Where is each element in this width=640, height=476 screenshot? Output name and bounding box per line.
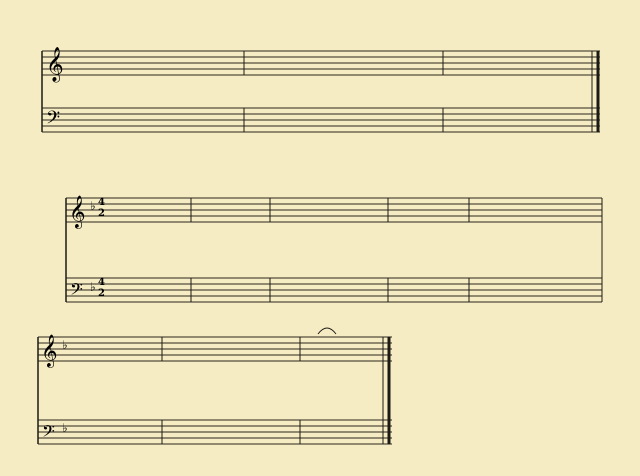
treble-clef-icon: 𝄞 bbox=[41, 334, 58, 367]
bass-clef-icon: 𝄢 bbox=[42, 421, 55, 445]
time-signature bbox=[98, 197, 105, 299]
flat-icon: ♭ bbox=[90, 280, 96, 294]
svg-text:2: 2 bbox=[98, 288, 105, 299]
flat-icon: ♭ bbox=[62, 338, 68, 352]
sys2-bass-staff bbox=[38, 420, 392, 444]
flat-icon: ♭ bbox=[62, 421, 68, 435]
svg-text:4: 4 bbox=[98, 277, 105, 288]
sys1-bass-staff bbox=[66, 278, 602, 302]
sys2-treble-staff bbox=[38, 337, 392, 361]
top-treble-staff bbox=[42, 51, 600, 75]
flat-icon: ♭ bbox=[90, 199, 96, 213]
sys1-treble-staff bbox=[66, 198, 602, 222]
treble-clef-icon: 𝄞 bbox=[69, 195, 86, 228]
sys1-barlines bbox=[66, 198, 602, 302]
top-bass-staff bbox=[42, 108, 600, 132]
sys2-barlines bbox=[38, 337, 389, 444]
fermata-icon bbox=[318, 328, 336, 334]
bass-clef-icon: 𝄢 bbox=[70, 279, 83, 303]
treble-clef-icon: 𝄞 bbox=[46, 47, 64, 82]
svg-text:2: 2 bbox=[98, 208, 105, 219]
bass-clef-icon: 𝄢 bbox=[46, 108, 61, 133]
svg-text:4: 4 bbox=[98, 197, 105, 208]
